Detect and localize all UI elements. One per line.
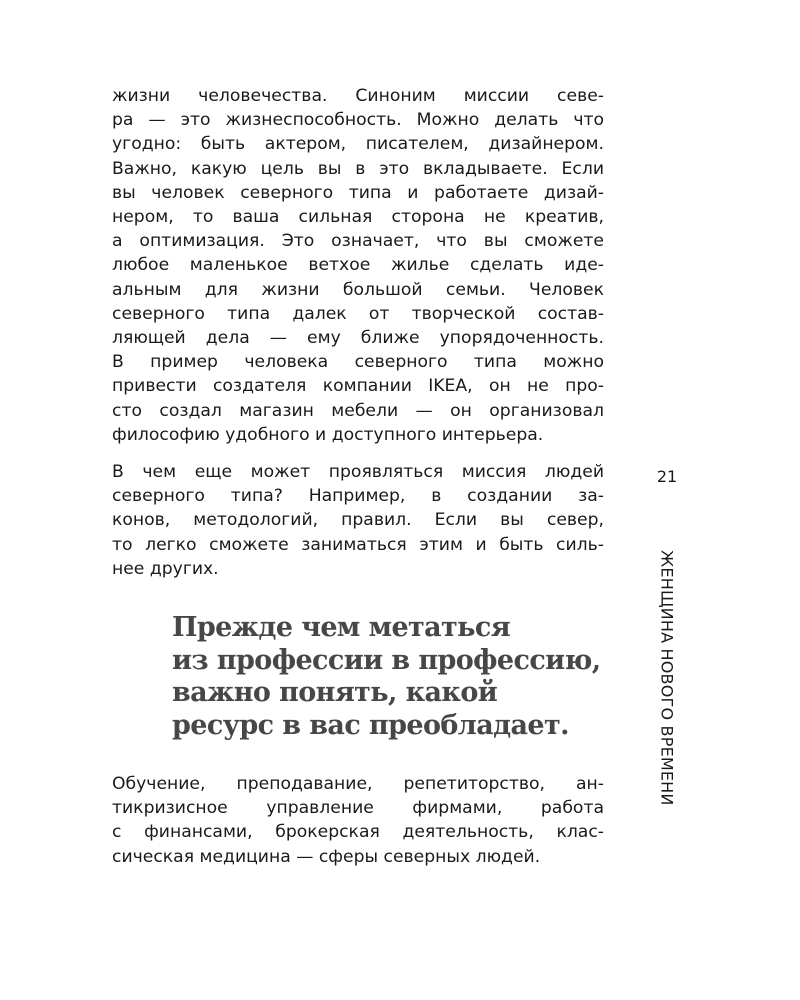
text-line: с финансами, брокерская деятельность, клас- [112,822,604,843]
text-line: а оптимизация. Это означает, что вы сможете [112,231,604,252]
text-line: сическая медицина — сферы северных людей. [112,846,541,867]
text-line: альным для жизни большой семьи. Человек [112,279,604,300]
pull-quote-line: Прежде чем метаться [172,612,511,643]
text-line: то легко сможете заниматься этим и быть силь- [112,534,604,555]
text-line: угодно: быть актером, писателем, дизайнером. [112,134,604,155]
page-number: 21 [656,467,678,486]
text-line: В пример человека северного типа можно [112,352,604,373]
text-line: Важно, какую цель вы в это вкладываете. Если [112,158,604,179]
text-line: любое маленькое ветхое жилье сделать иде- [112,255,604,276]
paragraph-north-fields [112,772,604,869]
text-line: нером, то ваша сильная сторона не креатив, [112,207,604,228]
text-line: вы человек северного типа и работаете дизай- [112,182,604,203]
pull-quote-line: из профессии в профессию, [172,644,601,676]
pull-quote [172,612,601,742]
text-line: В чем еще может проявляться миссия людей [112,462,604,482]
text-line: конов, методологий, правил. Если вы север, [112,510,604,531]
text-line: тикризисное управление фирмами, работа [112,798,604,819]
text-line: нее других. [112,558,219,579]
text-line: ра — это жизнеспособность. Можно делать что [112,110,604,131]
paragraph-north-examples [112,460,604,581]
text-line: ляющей дела — ему ближе упорядоченность. [112,328,604,349]
text-line: жизни человечества. Синоним миссии севе- [112,86,604,106]
paragraph-north-mission [112,84,604,447]
text-line: северного типа далек от творческой состав- [112,303,604,324]
pull-quote-line: важно понять, какой [172,677,498,708]
text-line: Обучение, преподавание, репетиторство, ан- [112,774,604,794]
pull-quote-line: ресурс в вас преобладает. [172,709,569,741]
text-line: северного типа? Например, в создании за- [112,486,604,507]
running-title: ЖЕНЩИНА НОВОГО ВРЕМЕНИ [657,550,677,806]
text-line: привести создателя компании IKEA, он не про- [112,376,604,397]
text-line: философию удобного и доступного интерьера. [112,424,544,445]
text-line: сто создал магазин мебели — он организовал [112,400,604,421]
